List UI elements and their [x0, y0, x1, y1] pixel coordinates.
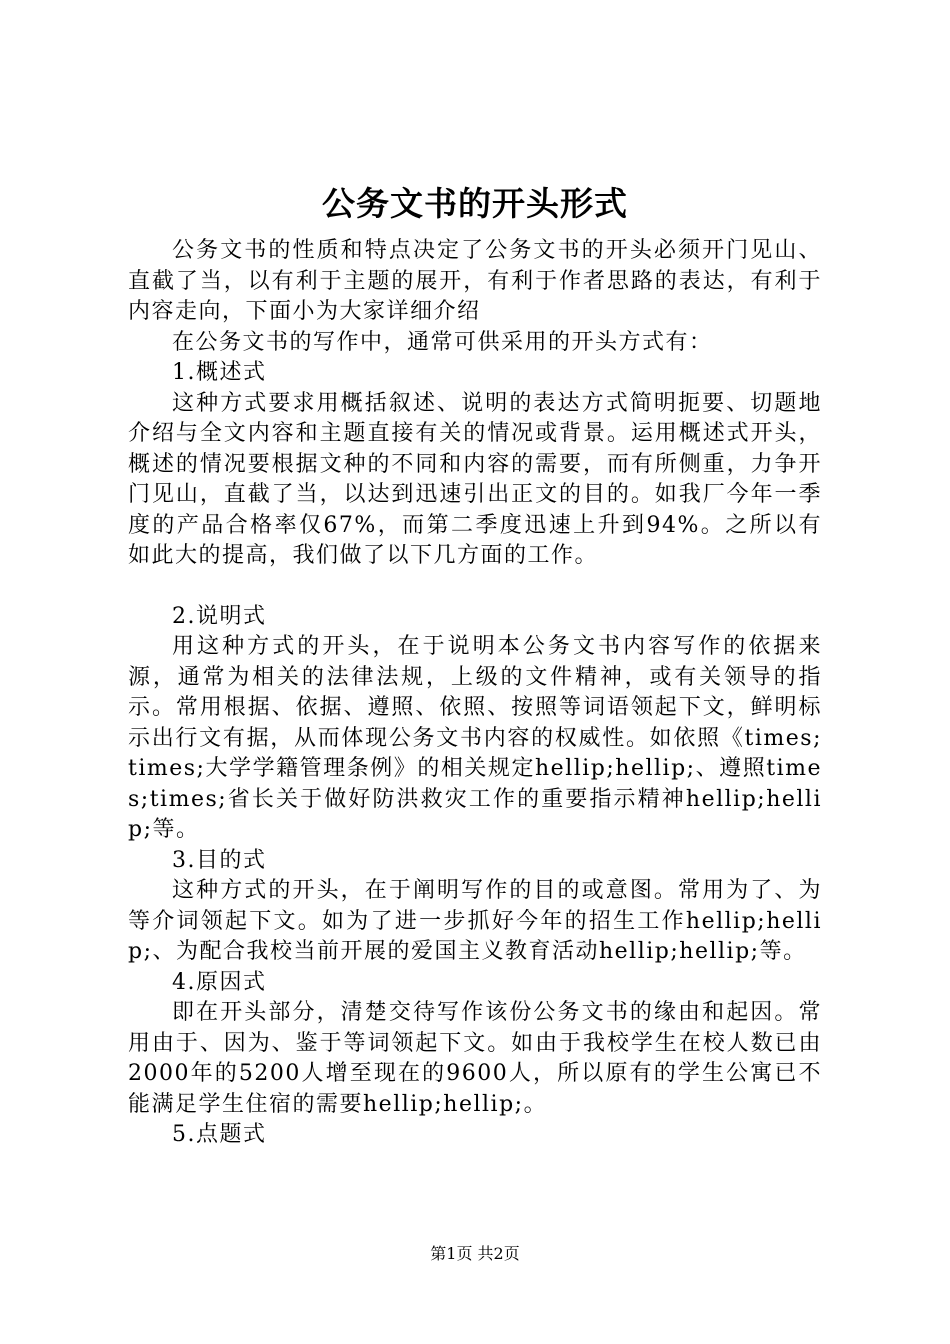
section-heading-reason: 4.原因式 [172, 969, 267, 995]
paragraph-gap [128, 572, 822, 602]
paragraph-summary: 这种方式要求用概括叙述、说明的表达方式简明扼要、切题地介绍与全文内容和主题直接有关的情况或背景。运用概述式开头，概述的情况要根据文种的不同和内容的需要，而有所侧重，力争开门见山，直截了当，以达到迅速引出正文的目的。如我厂今年一季度的产品合格率仅67%，而第二季度迅速上升到94%。之所以有如此大的提高，我们做了以下几方面的工作。 [128, 390, 822, 568]
document-title: 公务文书的开头形式 [322, 184, 628, 223]
page-footer: 第1页 共2页 [430, 1244, 520, 1263]
paragraph-intro: 公务文书的性质和特点决定了公务文书的开头必须开门见山、直截了当，以有利于主题的展开，有利于作者思路的表达，有利于内容走向，下面小为大家详细介绍 [128, 238, 822, 324]
section-heading-summary: 1.概述式 [172, 360, 267, 385]
section-heading-topic: 5.点题式 [172, 1122, 267, 1147]
paragraph-methods-lead: 在公务文书的写作中，通常可供采用的开头方式有： [172, 329, 713, 355]
paragraph-purpose: 这种方式的开头，在于阐明写作的目的或意图。常用为了、为等介词领起下文。如为了进一步抓好今年的招生工作hellip;hellip;、为配合我校当前开展的爱国主义教育活动hellip;hellip;等。 [128, 878, 822, 964]
document-body [128, 236, 822, 1151]
section-heading-purpose: 3.目的式 [172, 847, 267, 873]
paragraph-explanation: 用这种方式的开头，在于说明本公务文书内容写作的依据来源，通常为相关的法律法规，上级的文件精神，或有关领导的指示。常用根据、依据、遵照、依照、按照等词语领起下文，鲜明标示出行文有据，从而体现公务文书内容的权威性。如依照《times;times;大学学籍管理条例》的相关规定hellip;hellip;、遵照times;times;省长关于做好防洪救灾工作的重要指示精神hellip;hellip;等。 [128, 634, 822, 842]
paragraph-reason: 即在开头部分，清楚交待写作该份公务文书的缘由和起因。常用由于、因为、鉴于等词领起下文。如由于我校学生在校人数已由2000年的5200人增至现在的9600人，所以原有的学生公寓已不能满足学生住宿的需要hellip;hellip;。 [128, 1000, 822, 1117]
section-heading-explanation: 2.说明式 [172, 603, 267, 629]
